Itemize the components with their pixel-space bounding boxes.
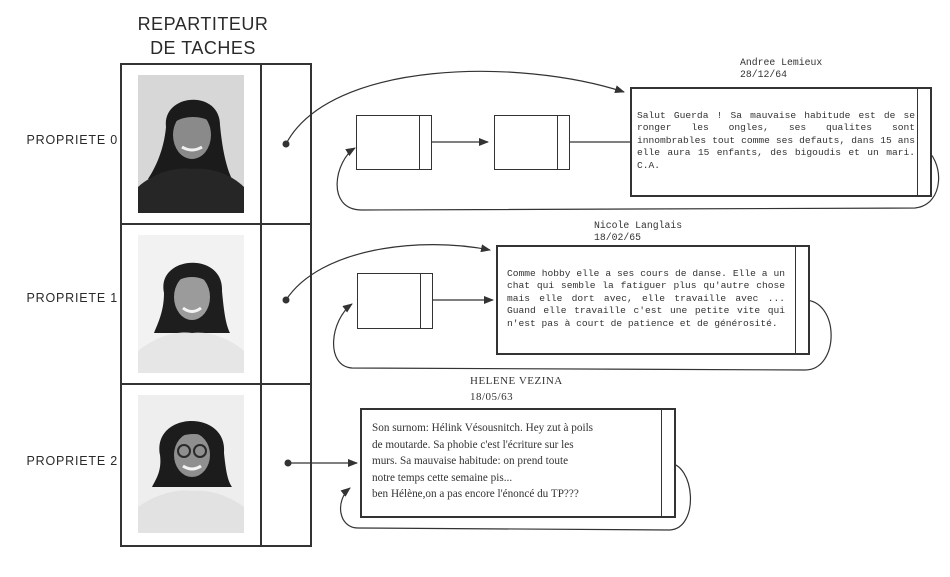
note-2-line-3: murs. Sa mauvaise habitude: on prend toute <box>372 455 569 468</box>
note-1-text: Comme hobby elle a ses cours de danse. Elle a un chat qui semble la fatiguer plus qu'autre chose mais elle dort avec, elle travaille avec ... Guand elle travaille c'est une petite vite qui n'est pas à court de patience et de générosité. <box>507 268 785 329</box>
note-1-author: Nicole Langlais <box>594 220 683 231</box>
node-pointer-field <box>557 116 569 169</box>
node-pointer-field <box>420 274 432 328</box>
note-1-date: 18/02/65 <box>594 232 642 243</box>
note-2-line-4: notre temps cette semaine pis... <box>372 471 513 484</box>
note-0-date: 28/12/64 <box>740 69 788 80</box>
note-2-author: HELENE VEZINA <box>470 375 563 387</box>
note-0-text: Salut Guerda ! Sa mauvaise habitude est de se ronger les ongles, ses qualites sont innombrables tout comme ses defauts, dans 15 ans elle aura 15 enfants, des bigoudis et un mari. C.A. <box>637 110 915 171</box>
list-node-0b <box>494 115 570 170</box>
property-label-2: PROPRIETE 2 <box>26 454 118 468</box>
note-2-line-2: de moutarde. Sa phobie c'est l'écriture sur les <box>372 438 574 451</box>
list-node-1a <box>357 273 433 329</box>
note-2-date: 18/05/63 <box>470 391 514 403</box>
node-pointer-field <box>419 116 431 169</box>
note-pointer-field <box>917 89 930 195</box>
property-label-1: PROPRIETE 1 <box>26 291 118 305</box>
title-line-1: REPARTITEUR <box>137 14 269 34</box>
note-0-author: Andree Lemieux <box>740 57 823 68</box>
list-node-0a <box>356 115 432 170</box>
note-2-line-1: Son surnom: Hélink Vésousnitch. Hey zut à poils <box>372 422 594 434</box>
note-2-text <box>372 420 662 503</box>
title-line-2: DE TACHES <box>150 38 256 58</box>
property-label-0: PROPRIETE 0 <box>26 133 118 147</box>
note-pointer-field <box>661 410 674 516</box>
note-2-line-5: ben Hélène,on a pas encore l'énoncé du TP??? <box>372 488 579 501</box>
note-pointer-field <box>795 247 808 353</box>
